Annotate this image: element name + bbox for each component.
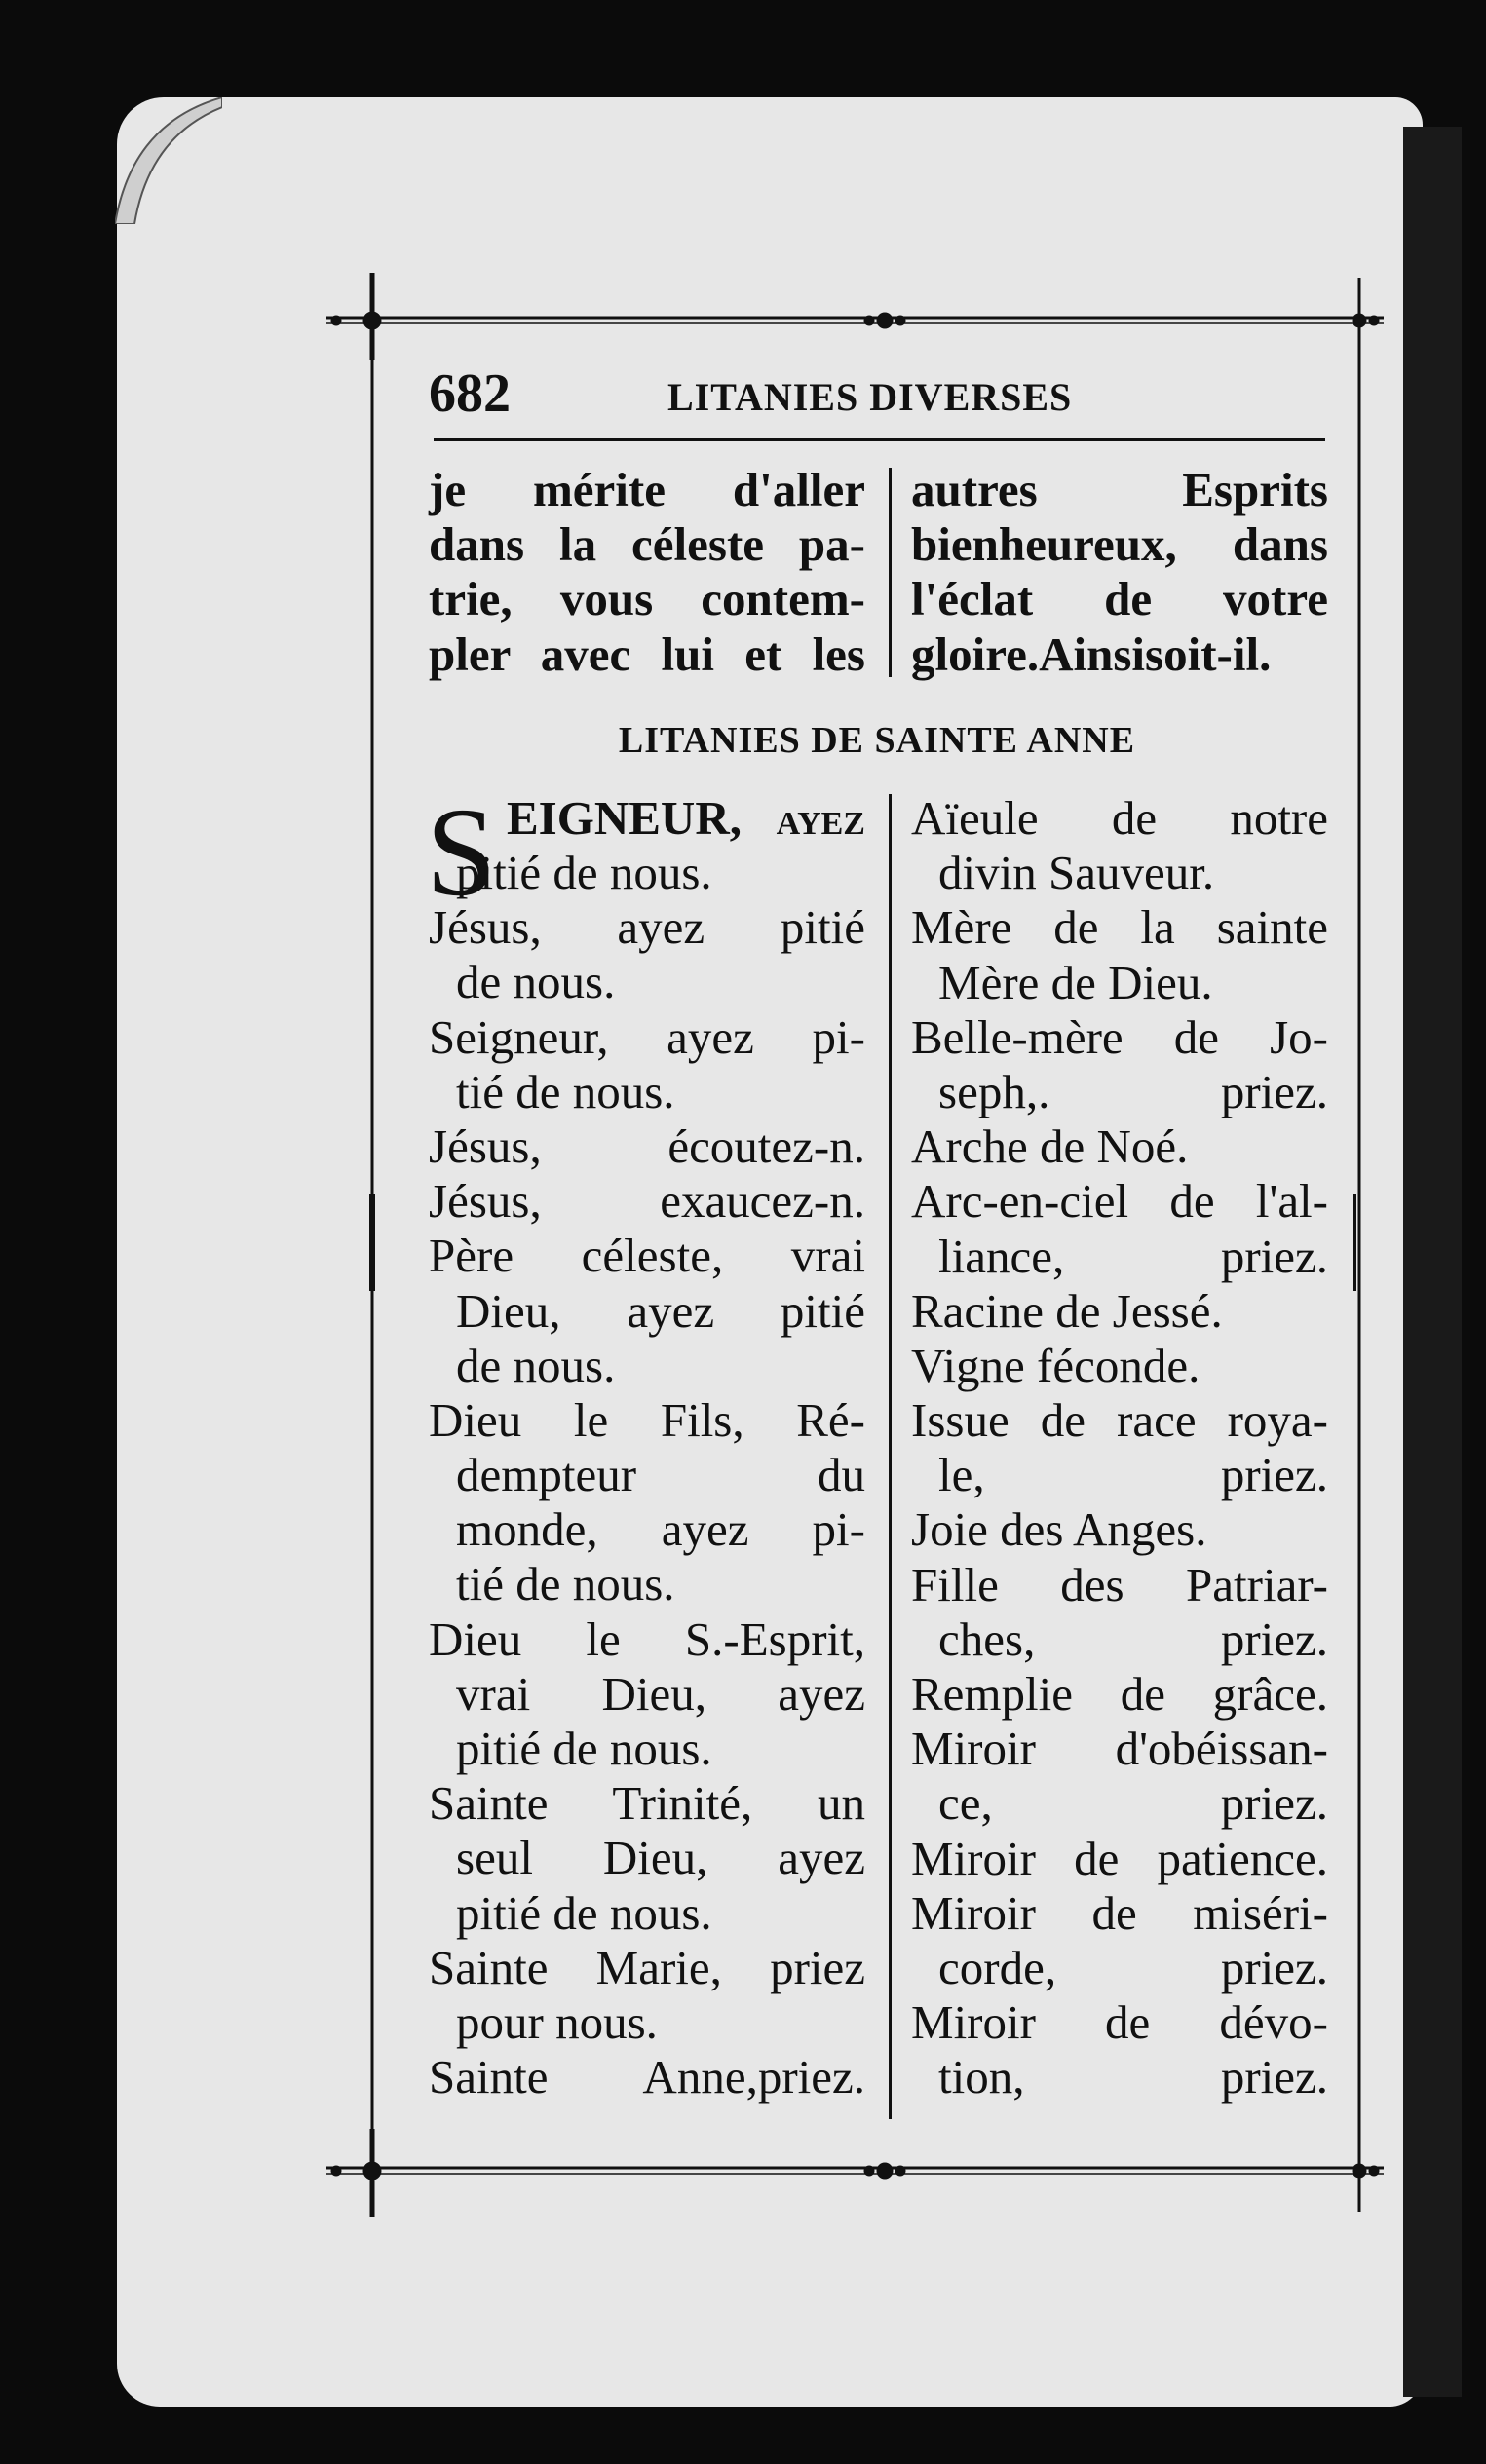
- litany-line: Arc-en-ciel de l'al-: [911, 1174, 1328, 1229]
- text-line: trie, vous contem-: [429, 572, 865, 626]
- text-line: autres Esprits: [911, 463, 1328, 516]
- litany-line: Arche de Noé.: [911, 1119, 1189, 1174]
- litany-line: Fille des Patriar-: [911, 1557, 1328, 1611]
- litany-line: Vigne féconde.: [911, 1338, 1200, 1392]
- litany-line: Dieu, ayez pitié: [456, 1283, 865, 1338]
- litany-line: Sainte Trinité, un: [429, 1776, 865, 1831]
- litany-line: monde, ayez pi-: [456, 1502, 865, 1557]
- litany-line: Jésus, ayez pitié: [429, 900, 865, 955]
- litany-line: Remplie de grâce.: [911, 1667, 1328, 1721]
- litany-line: Jésus, écoutez-n.: [429, 1118, 865, 1173]
- litany-line: Racine de Jessé.: [911, 1283, 1223, 1338]
- litany-line: Dieu le Fils, Ré-: [429, 1392, 865, 1447]
- section-title: LITANIES DE SAINTE ANNE: [618, 720, 1136, 761]
- litany-line: Mère de la sainte: [911, 900, 1328, 955]
- litany-line: Mère de Dieu.: [938, 955, 1213, 1009]
- litany-line: dempteur du: [456, 1448, 865, 1502]
- litany-line: Miroir de dévo-: [911, 1995, 1328, 2050]
- litany-line: tié de nous.: [456, 1557, 675, 1611]
- litany-line: Père céleste, vrai: [429, 1229, 865, 1283]
- litany-first-line: [507, 791, 865, 846]
- litany-line: Sainte Marie, priez: [429, 1940, 865, 1994]
- litany-line: pitié de nous.: [456, 846, 712, 899]
- top-right-column: [911, 463, 1328, 682]
- litany-line: Seigneur, ayez pi-: [429, 1009, 865, 1064]
- litany-line: vrai Dieu, ayez: [456, 1666, 865, 1721]
- litany-line: tié de nous.: [456, 1064, 675, 1118]
- first-line-text: EIGNEUR, ayez: [507, 791, 865, 845]
- top-column-rule: [889, 468, 892, 677]
- text-line: je mérite d'aller: [429, 463, 865, 516]
- litany-line: de nous.: [456, 1338, 616, 1392]
- running-head: LITANIES DIVERSES: [667, 375, 1073, 419]
- page-number: 682: [429, 363, 511, 424]
- litany-line: seul Dieu, ayez: [456, 1831, 865, 1885]
- litany-line: pitié de nous.: [456, 1722, 712, 1775]
- litany-line: divin Sauveur.: [938, 846, 1215, 900]
- litany-line: le, priez.: [938, 1448, 1328, 1502]
- litany-line: Miroir d'obéissan-: [911, 1722, 1328, 1776]
- litany-line: de nous.: [456, 955, 616, 1009]
- litany-line: pour nous.: [456, 1994, 658, 2049]
- litany-line: Sainte Anne,priez.: [429, 2050, 865, 2104]
- drop-cap: S: [426, 782, 497, 923]
- litany-line: ce, priez.: [938, 1776, 1328, 1831]
- litany-line: corde, priez.: [938, 1940, 1328, 1994]
- litany-line: Miroir de miséri-: [911, 1885, 1328, 1940]
- litany-column-rule: [889, 794, 892, 2119]
- litany-right-column: [911, 791, 1328, 2105]
- top-left-column: [429, 463, 865, 682]
- litany-line: Dieu le S.-Esprit,: [429, 1611, 865, 1666]
- text-line: dans la céleste pa-: [429, 517, 865, 572]
- text-line: l'éclat de votre: [911, 572, 1328, 626]
- litany-line: Joie des Anges.: [911, 1502, 1207, 1557]
- litany-line: Issue de race roya-: [911, 1393, 1328, 1448]
- litany-line: Jésus, exaucez-n.: [429, 1174, 865, 1229]
- header-rule: [434, 438, 1325, 441]
- litany-line: liance, priez.: [938, 1229, 1328, 1283]
- litany-line: tion, priez.: [938, 2050, 1328, 2104]
- text-line: gloire.Ainsisoit-il.: [911, 626, 1272, 681]
- litany-line: ches, priez.: [938, 1611, 1328, 1666]
- litany-line: Belle-mère de Jo-: [911, 1009, 1328, 1064]
- litany-line: pitié de nous.: [456, 1885, 712, 1940]
- litany-line: Aïeule de notre: [911, 791, 1328, 845]
- page-header: [429, 362, 1325, 431]
- text-line: pler avec lui et les: [429, 626, 865, 681]
- litany-line: Miroir de patience.: [911, 1831, 1328, 1885]
- text-line: bienheureux, dans: [911, 517, 1328, 572]
- litany-left-column: [429, 846, 865, 2104]
- litany-line: seph,. priez.: [938, 1064, 1328, 1118]
